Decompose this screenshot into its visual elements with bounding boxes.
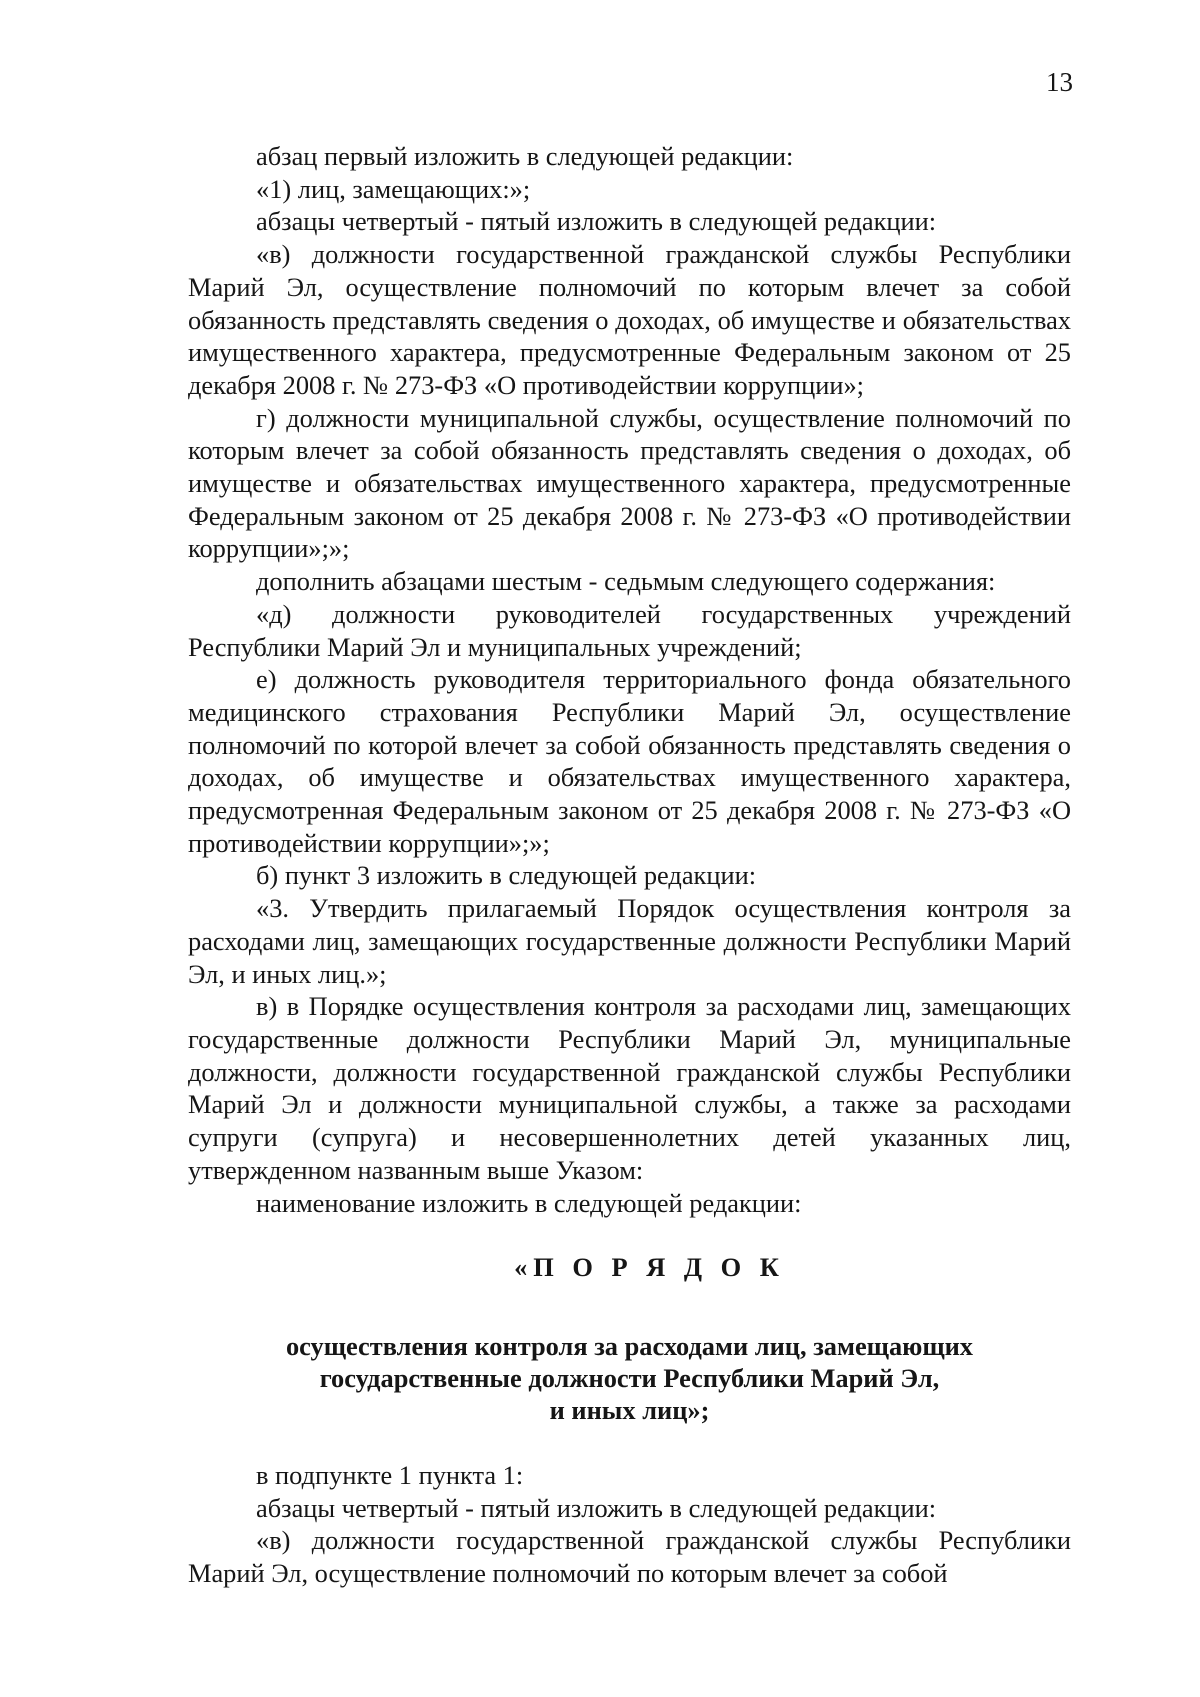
- paragraph: абзацы четвертый - пятый изложить в следующей редакции:: [256, 1492, 937, 1523]
- paragraph: в подпункте 1 пункта 1:: [256, 1459, 524, 1490]
- paragraph: «в) должности государственной гражданской службы Республики Марий Эл, осуществление полномочий по которым влечет за собой: [188, 1525, 1071, 1589]
- paragraph: наименование изложить в следующей редакции:: [256, 1187, 802, 1218]
- subtitle-line: осуществления контроля за расходами лиц, замещающих: [285, 1330, 974, 1361]
- paragraph: «в) должности государственной гражданской службы Республики Марий Эл, осуществление полномочий по которым влечет за собой обязанность представлять сведения о доходах, об имуществе и обязательствах имущественного характера, предусмотренные Федеральным законом от 25 декабря 2008 г. № 273-ФЗ «О противодействии коррупции»;: [188, 239, 1071, 400]
- paragraph: б) пункт 3 изложить в следующей редакции:: [256, 860, 757, 891]
- document-body: [188, 140, 1071, 1590]
- paragraph: в) в Порядке осуществления контроля за расходами лиц, замещающих государственные должности Республики Марий Эл, муниципальные должности, должности государственной гражданской службы Республики Марий Эл и должности муниципальной службы, а также за расходами супруги (супруга) и несовершеннолетних детей указанных лиц, утвержденном названным выше Указом:: [188, 991, 1071, 1185]
- paragraph: г) должности муниципальной службы, осуществление полномочий по которым влечет за собой обязанность представлять сведения о доходах, об имуществе и обязательствах имущественного характера, предусмотренные Федеральным законом от 25 декабря 2008 г. № 273-ФЗ «О противодействии коррупции»;»;: [188, 402, 1071, 564]
- paragraph: абзац первый изложить в следующей редакции:: [256, 141, 794, 171]
- paragraph: е) должность руководителя территориального фонда обязательного медицинского страхования Республики Марий Эл, осуществление полномочий по которой влечет за собой обязанность представлять сведения о доходах, об имуществе и обязательствах имущественного характера, предусмотренная Федеральным законом от 25 декабря 2008 г. № 273-ФЗ «О противодействии коррупции»;»;: [188, 664, 1071, 858]
- paragraph: «д) должности руководителей государственных учреждений Республики Марий Эл и муниципальных учреждений;: [188, 598, 1071, 662]
- paragraph: «1) лиц, замещающих:»;: [256, 173, 531, 204]
- subtitle-line: и иных лиц»;: [549, 1394, 710, 1425]
- subtitle-line: государственные должности Республики Марий Эл,: [319, 1362, 940, 1393]
- paragraph: дополнить абзацами шестым - седьмым следующего содержания:: [256, 566, 996, 597]
- paragraph: абзацы четвертый - пятый изложить в следующей редакции:: [256, 206, 937, 237]
- page-number: 13: [1046, 67, 1073, 97]
- document-title: «П О Р Я Д О К: [514, 1252, 785, 1283]
- paragraph: «3. Утвердить прилагаемый Порядок осуществления контроля за расходами лиц, замещающих государственные должности Республики Марий Эл, и иных лиц.»;: [188, 893, 1071, 989]
- document-subtitle: [188, 1330, 1071, 1426]
